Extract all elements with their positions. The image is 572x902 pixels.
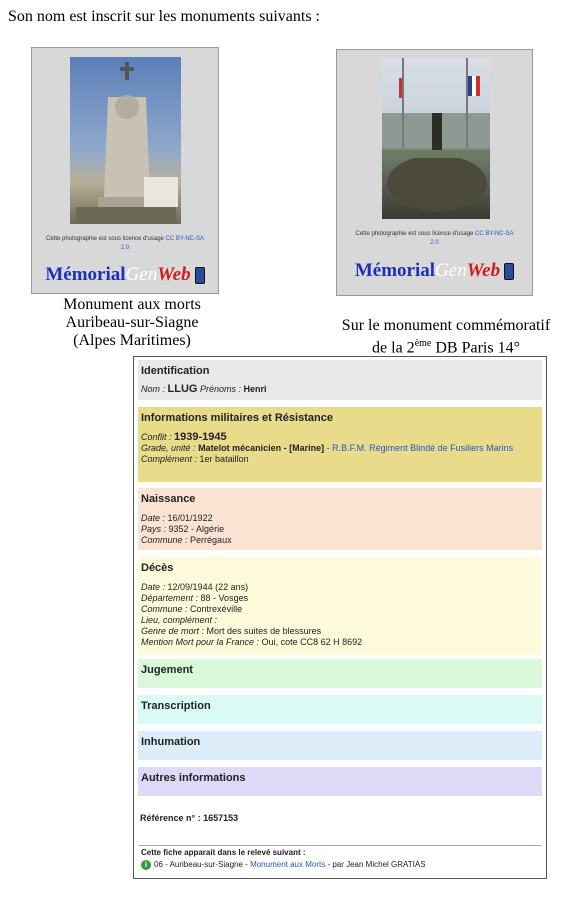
section-title: Autres informations <box>141 772 246 784</box>
section-title: Transcription <box>141 700 211 712</box>
monument-caption-2: Sur le monument commémoratif de la 2ème DB Paris 14° <box>341 317 551 357</box>
monument-caption-1: Monument aux morts Auribeau-sur-Siagne (Alpes Maritimes) <box>63 296 201 349</box>
phone-icon <box>504 263 514 280</box>
memorialgenweb-logo: MémorialGenWeb <box>337 260 532 282</box>
monument-photo[interactable] <box>70 57 181 224</box>
section-birth: Naissance Date : 16/01/1922 Pays : 9352 - Algérie Commune : Perrégaux <box>138 488 542 550</box>
intro-text: Son nom est inscrit sur les monuments suivants : <box>8 8 320 25</box>
section-military: Informations militaires et Résistance Conflit : 1939-1945 Grade, unité : Matelot mécanicien - [Marine] - R.B.F.M. Régiment Blindé de Fusiliers Marins Complément : 1er bataillon <box>138 407 542 482</box>
license-link[interactable]: CC BY-NC-SA <box>165 236 204 242</box>
section-title: Inhumation <box>141 736 201 748</box>
nom-value: LLUG <box>167 383 198 395</box>
section-title: Jugement <box>141 664 193 676</box>
section-title: Informations militaires et Résistance <box>141 412 333 424</box>
photo-license-credit: Cette photographie est sous licence d'usage CC BY-NC-SA 2.0 <box>45 236 204 251</box>
soldier-record-card <box>133 356 547 879</box>
section-title: Naissance <box>141 493 196 505</box>
section-autres-informations[interactable] <box>138 767 542 796</box>
photo-license-credit: Cette photographie est sous licence d'usage CC BY-NC-SA 2.0 <box>355 231 514 246</box>
monument-photo[interactable] <box>382 58 490 219</box>
info-icon: i <box>141 860 151 870</box>
reference-number: Référence n° : 1657153 <box>140 813 239 823</box>
section-title: Décès <box>141 562 174 574</box>
monument-card-2[interactable] <box>336 49 533 296</box>
releve-title: Cette fiche apparait dans le relevé suivant : <box>141 848 306 857</box>
phone-icon <box>195 267 205 284</box>
license-link[interactable]: CC BY-NC-SA <box>475 231 514 237</box>
section-identification: Identification Nom : LLUG Prénoms : Henri <box>138 360 542 400</box>
memorialgenweb-logo: MémorialGenWeb <box>32 264 218 286</box>
prenoms-value: Henri <box>243 384 267 394</box>
section-inhumation[interactable] <box>138 731 542 760</box>
releve-link[interactable]: Monument aux Morts <box>250 860 326 870</box>
releve-box <box>138 845 542 874</box>
monument-card-1[interactable] <box>31 47 219 294</box>
section-title: Identification <box>141 365 210 377</box>
releve-row: i 06 - Auribeau-sur-Siagne - Monument aux Morts - par Jean Michel GRATIAS <box>141 860 426 870</box>
section-death: Décès Date : 12/09/1944 (22 ans) Département : 88 - Vosges Commune : Contrexéville Lieu, complément : Genre de mort : Mort des suites de blessures Mention Mort pour la France : Oui, cote CC8 62 H 8692 <box>138 557 542 655</box>
section-transcription[interactable] <box>138 695 542 724</box>
section-jugement[interactable] <box>138 659 542 688</box>
unit-link[interactable]: - R.B.F.M. Régiment Blindé de Fusiliers Marins <box>326 443 514 453</box>
